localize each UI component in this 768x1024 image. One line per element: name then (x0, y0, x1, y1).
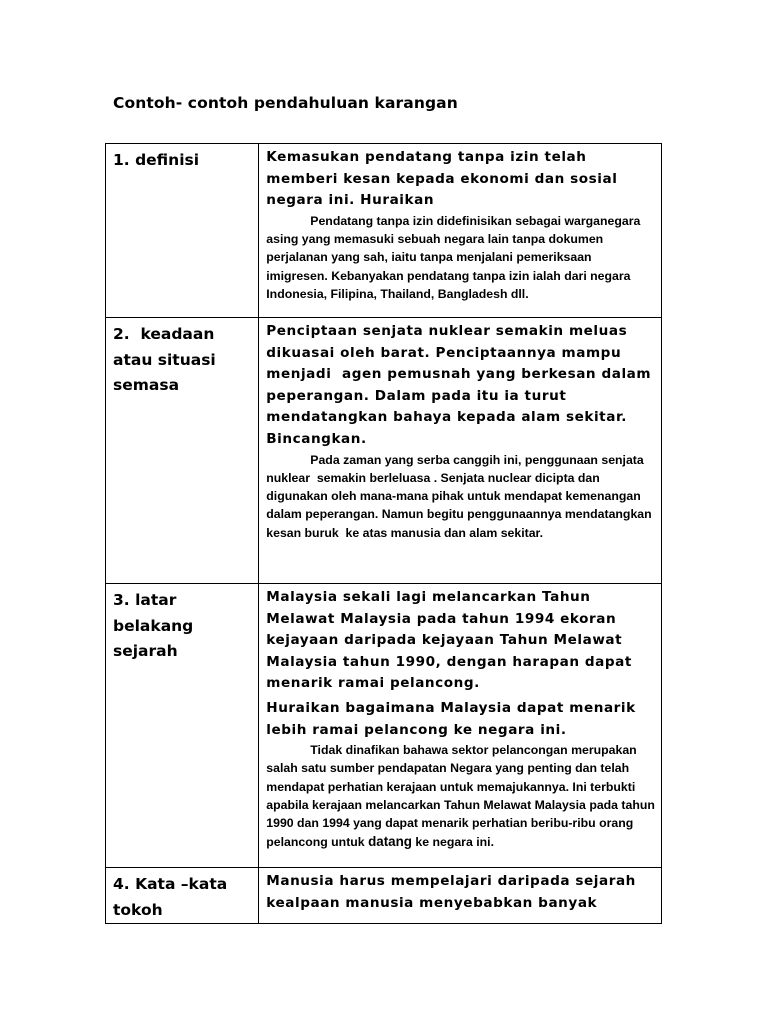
row-label-cell (106, 584, 259, 868)
row-label-line: atau situasi (113, 350, 216, 369)
row-label-line: 1. definisi (113, 151, 200, 169)
prompt-line: Manusia harus mempelajari daripada sejarah (266, 873, 636, 889)
prompt-line: mendatangkan bahaya kepada alam sekitar. (266, 409, 627, 426)
example-text: Tidak dinafikan bahawa sektor pelancongan merupakan salah satu sumber pendapatan Negara yang penting dan telah mendapat perhatian kerajaan untuk memajukannya. Ini terbukti apabila kerajaan melancarkan Tahun Melawat Malaysia pada tahun 1990 dan 1994 yang dapat menarik perhatian beribu-ribu orang pelancong untuk (266, 743, 659, 849)
example-text-emphasis: datang (368, 833, 412, 849)
table-body (106, 144, 662, 924)
row-label-line: semasa (113, 376, 180, 394)
example-introduction (266, 212, 655, 303)
row-label-line: belakang (113, 616, 194, 635)
row-content-cell (259, 868, 662, 924)
example-introduction (266, 451, 655, 542)
example-introduction (266, 741, 659, 851)
row-label-line: 2. keadaan (113, 325, 215, 343)
row-label-cell (106, 144, 259, 318)
row-label-line: 3. latar (113, 591, 177, 609)
row-label-line: tokoh (113, 900, 163, 919)
prompt-line: Huraikan bagaimana Malaysia dapat menarik (266, 699, 636, 716)
table-row (106, 144, 662, 318)
page-title: Contoh- contoh pendahuluan karangan (113, 94, 458, 112)
prompt-line: memberi kesan kepada ekonomi dan sosial (266, 170, 618, 187)
prompt-line: menjadi agen pemusnah yang berkesan dalam (266, 366, 652, 383)
example-text: Pendatang tanpa izin didefinisikan sebagai warganegara asing yang memasuki sebuah negara lain tanpa dokumen perjalanan yang sah, iaitu tanpa menjalani pemeriksaan imigresen. Kebanyakan pendatang tanpa izin ialah dari negara Indonesia, Filipina, Thailand, Bangladesh dll. (266, 213, 644, 301)
table-row (106, 868, 662, 924)
row-label-cell (106, 868, 259, 924)
prompt-line: kealpaan manusia menyebabkan banyak (266, 894, 598, 911)
prompt-line: dikuasai oleh barat. Penciptaannya mampu (266, 344, 622, 361)
prompt-line: Bincangkan. (266, 430, 367, 447)
row-label-line: sejarah (113, 642, 178, 660)
prompt-line: lebih ramai pelancong ke negara ini. (266, 721, 567, 738)
row-label-line: 4. Kata –kata (113, 875, 228, 893)
row-label-cell (106, 318, 259, 584)
prompt-line: peperangan. Dalam pada itu ia turut (266, 387, 567, 404)
prompt-line: Kemasukan pendatang tanpa izin telah (266, 149, 587, 165)
table-row (106, 584, 662, 868)
prompt-paragraph (266, 587, 655, 695)
prompt-line: Melawat Malaysia pada tahun 1994 ekoran (266, 610, 617, 627)
prompt-paragraph (266, 698, 655, 741)
example-text: ke negara ini. (411, 834, 494, 849)
prompt-paragraph (266, 147, 655, 212)
prompt-paragraph (266, 321, 655, 451)
table-row (106, 318, 662, 584)
prompt-paragraph (266, 871, 655, 914)
examples-table (105, 143, 662, 924)
prompt-line: Penciptaan senjata nuklear semakin meluas (266, 323, 628, 339)
row-content-cell (259, 584, 662, 868)
example-text: Pada zaman yang serba canggih ini, penggunaan senjata nuklear semakin berleluasa . Senjata nuclear dicipta dan digunakan oleh mana-mana pihak untuk mendapat kemenangan dalam peperangan. Namun begitu penggunaannya mendatangkan kesan buruk ke atas manusia dan alam sekitar. (266, 452, 656, 540)
prompt-line: Malaysia tahun 1990, dengan harapan dapat (266, 653, 632, 670)
prompt-line: negara ini. Huraikan (266, 192, 435, 209)
prompt-line: kejayaan daripada kejayaan Tahun Melawat (266, 632, 623, 649)
row-content-cell (259, 144, 662, 318)
row-content-cell (259, 318, 662, 584)
prompt-line: menarik ramai pelancong. (266, 675, 480, 692)
prompt-line: Malaysia sekali lagi melancarkan Tahun (266, 589, 591, 605)
